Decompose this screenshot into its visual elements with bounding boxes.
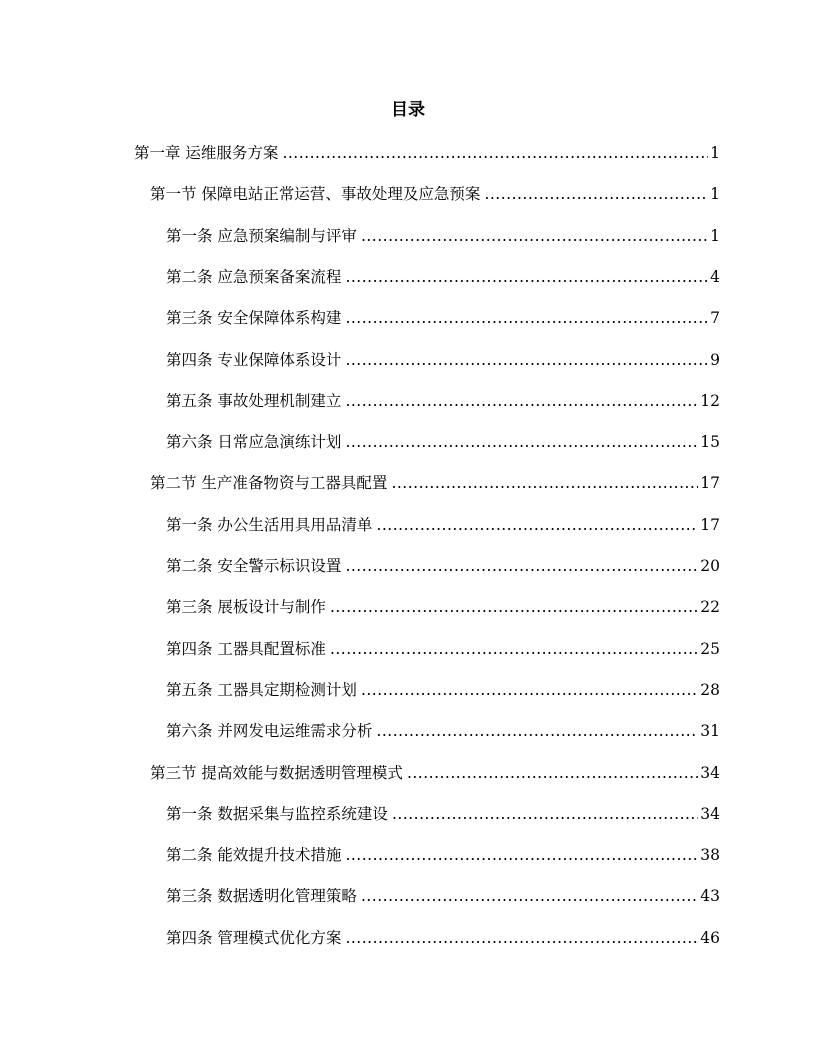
toc-entry-label: 第三节 提高效能与数据透明管理模式 [150,763,403,782]
toc-entry-page-number: 22 [700,598,720,617]
toc-dot-leader [330,637,698,661]
toc-entry-label: 第四条 管理模式优化方案 [166,928,342,947]
toc-entry-label: 第一节 保障电站正常运营、事故处理及应急预案 [150,185,481,204]
toc-dot-leader [361,884,698,908]
toc-entry[interactable] [166,430,720,454]
toc-entry-page-number: 9 [710,350,720,369]
toc-dot-leader [345,306,708,330]
toc-entry-page-number: 20 [700,557,720,575]
toc-entry-page-number: 43 [700,887,720,906]
toc-entry[interactable] [166,802,720,826]
toc-dot-leader [345,554,698,578]
toc-dot-leader [376,513,698,537]
toc-entry-label: 第五条 工器具定期检测计划 [166,680,357,699]
toc-entry-page-number: 25 [700,639,720,658]
toc-dot-leader [407,761,698,785]
toc-entry-page-number: 17 [700,474,720,493]
toc-dot-leader [282,141,708,165]
toc-entry-label: 第一条 应急预案编制与评审 [166,226,357,245]
toc-entry-page-number: 31 [700,722,720,741]
toc-entry-page-number: 1 [710,144,720,162]
toc-entry-label: 第二条 能效提升技术措施 [166,846,342,865]
toc-dot-leader [361,678,698,702]
toc-entry-page-number: 12 [700,391,720,410]
toc-entry-page-number: 28 [700,680,720,699]
toc-title: 目录 [391,100,425,120]
toc-entry-label: 第三条 展板设计与制作 [166,598,326,617]
toc-entry-page-number: 46 [700,928,720,947]
toc-entry-label: 第五条 事故处理机制建立 [166,391,342,410]
toc-entry-label: 第六条 并网发电运维需求分析 [166,722,373,741]
toc-entry[interactable] [166,265,720,289]
toc-dot-leader [361,224,708,248]
toc-entry[interactable] [166,554,720,578]
toc-dot-leader [345,265,708,289]
toc-entry[interactable] [150,182,720,206]
toc-dot-leader [376,719,698,743]
toc-entry[interactable] [166,306,720,330]
toc-entry-label: 第一条 办公生活用具用品清单 [166,515,373,534]
toc-entry-label: 第三条 安全保障体系构建 [166,309,342,328]
toc-entry-label: 第二节 生产准备物资与工器具配置 [150,474,388,493]
toc-entry[interactable] [166,513,720,537]
toc-entry-page-number: 34 [700,804,720,823]
toc-dot-leader [345,843,698,867]
toc-entry[interactable] [166,389,720,413]
toc-entry[interactable] [134,141,720,165]
toc-entry-label: 第二条 安全警示标识设置 [166,557,342,575]
toc-dot-leader [345,348,708,372]
toc-entry[interactable] [166,884,720,908]
toc-entry-label: 第一章 运维服务方案 [134,144,279,162]
toc-dot-leader [484,182,708,206]
toc-entry[interactable] [166,678,720,702]
toc-entry[interactable] [166,224,720,248]
toc-dot-leader [330,595,698,619]
toc-entry-page-number: 17 [700,515,720,534]
toc-entry-page-number: 1 [710,226,720,245]
toc-entry-page-number: 1 [710,185,720,204]
toc-entry[interactable] [166,843,720,867]
toc-entry[interactable] [166,926,720,950]
toc-entry-page-number: 15 [700,433,720,452]
toc-dot-leader [345,926,698,950]
toc-entry-label: 第二条 应急预案备案流程 [166,267,342,286]
toc-entry-page-number: 4 [710,267,720,286]
toc-entry-label: 第一条 数据采集与监控系统建设 [166,804,388,823]
toc-dot-leader [392,802,698,826]
toc-entry-label: 第四条 专业保障体系设计 [166,350,342,369]
toc-dot-leader [345,430,698,454]
toc-dot-leader [391,471,698,495]
toc-entry-page-number: 34 [700,763,720,782]
toc-entry[interactable] [150,761,720,785]
toc-entry-label: 第四条 工器具配置标准 [166,639,326,658]
toc-entry[interactable] [166,637,720,661]
toc-entry-page-number: 38 [700,846,720,865]
toc-entry[interactable] [166,595,720,619]
toc-dot-leader [345,389,698,413]
toc-entry-label: 第六条 日常应急演练计划 [166,433,342,452]
toc-entry-page-number: 7 [710,309,720,328]
toc-entry[interactable] [166,348,720,372]
toc-entry[interactable] [166,719,720,743]
toc-entry-label: 第三条 数据透明化管理策略 [166,887,357,906]
toc-entry[interactable] [150,471,720,495]
